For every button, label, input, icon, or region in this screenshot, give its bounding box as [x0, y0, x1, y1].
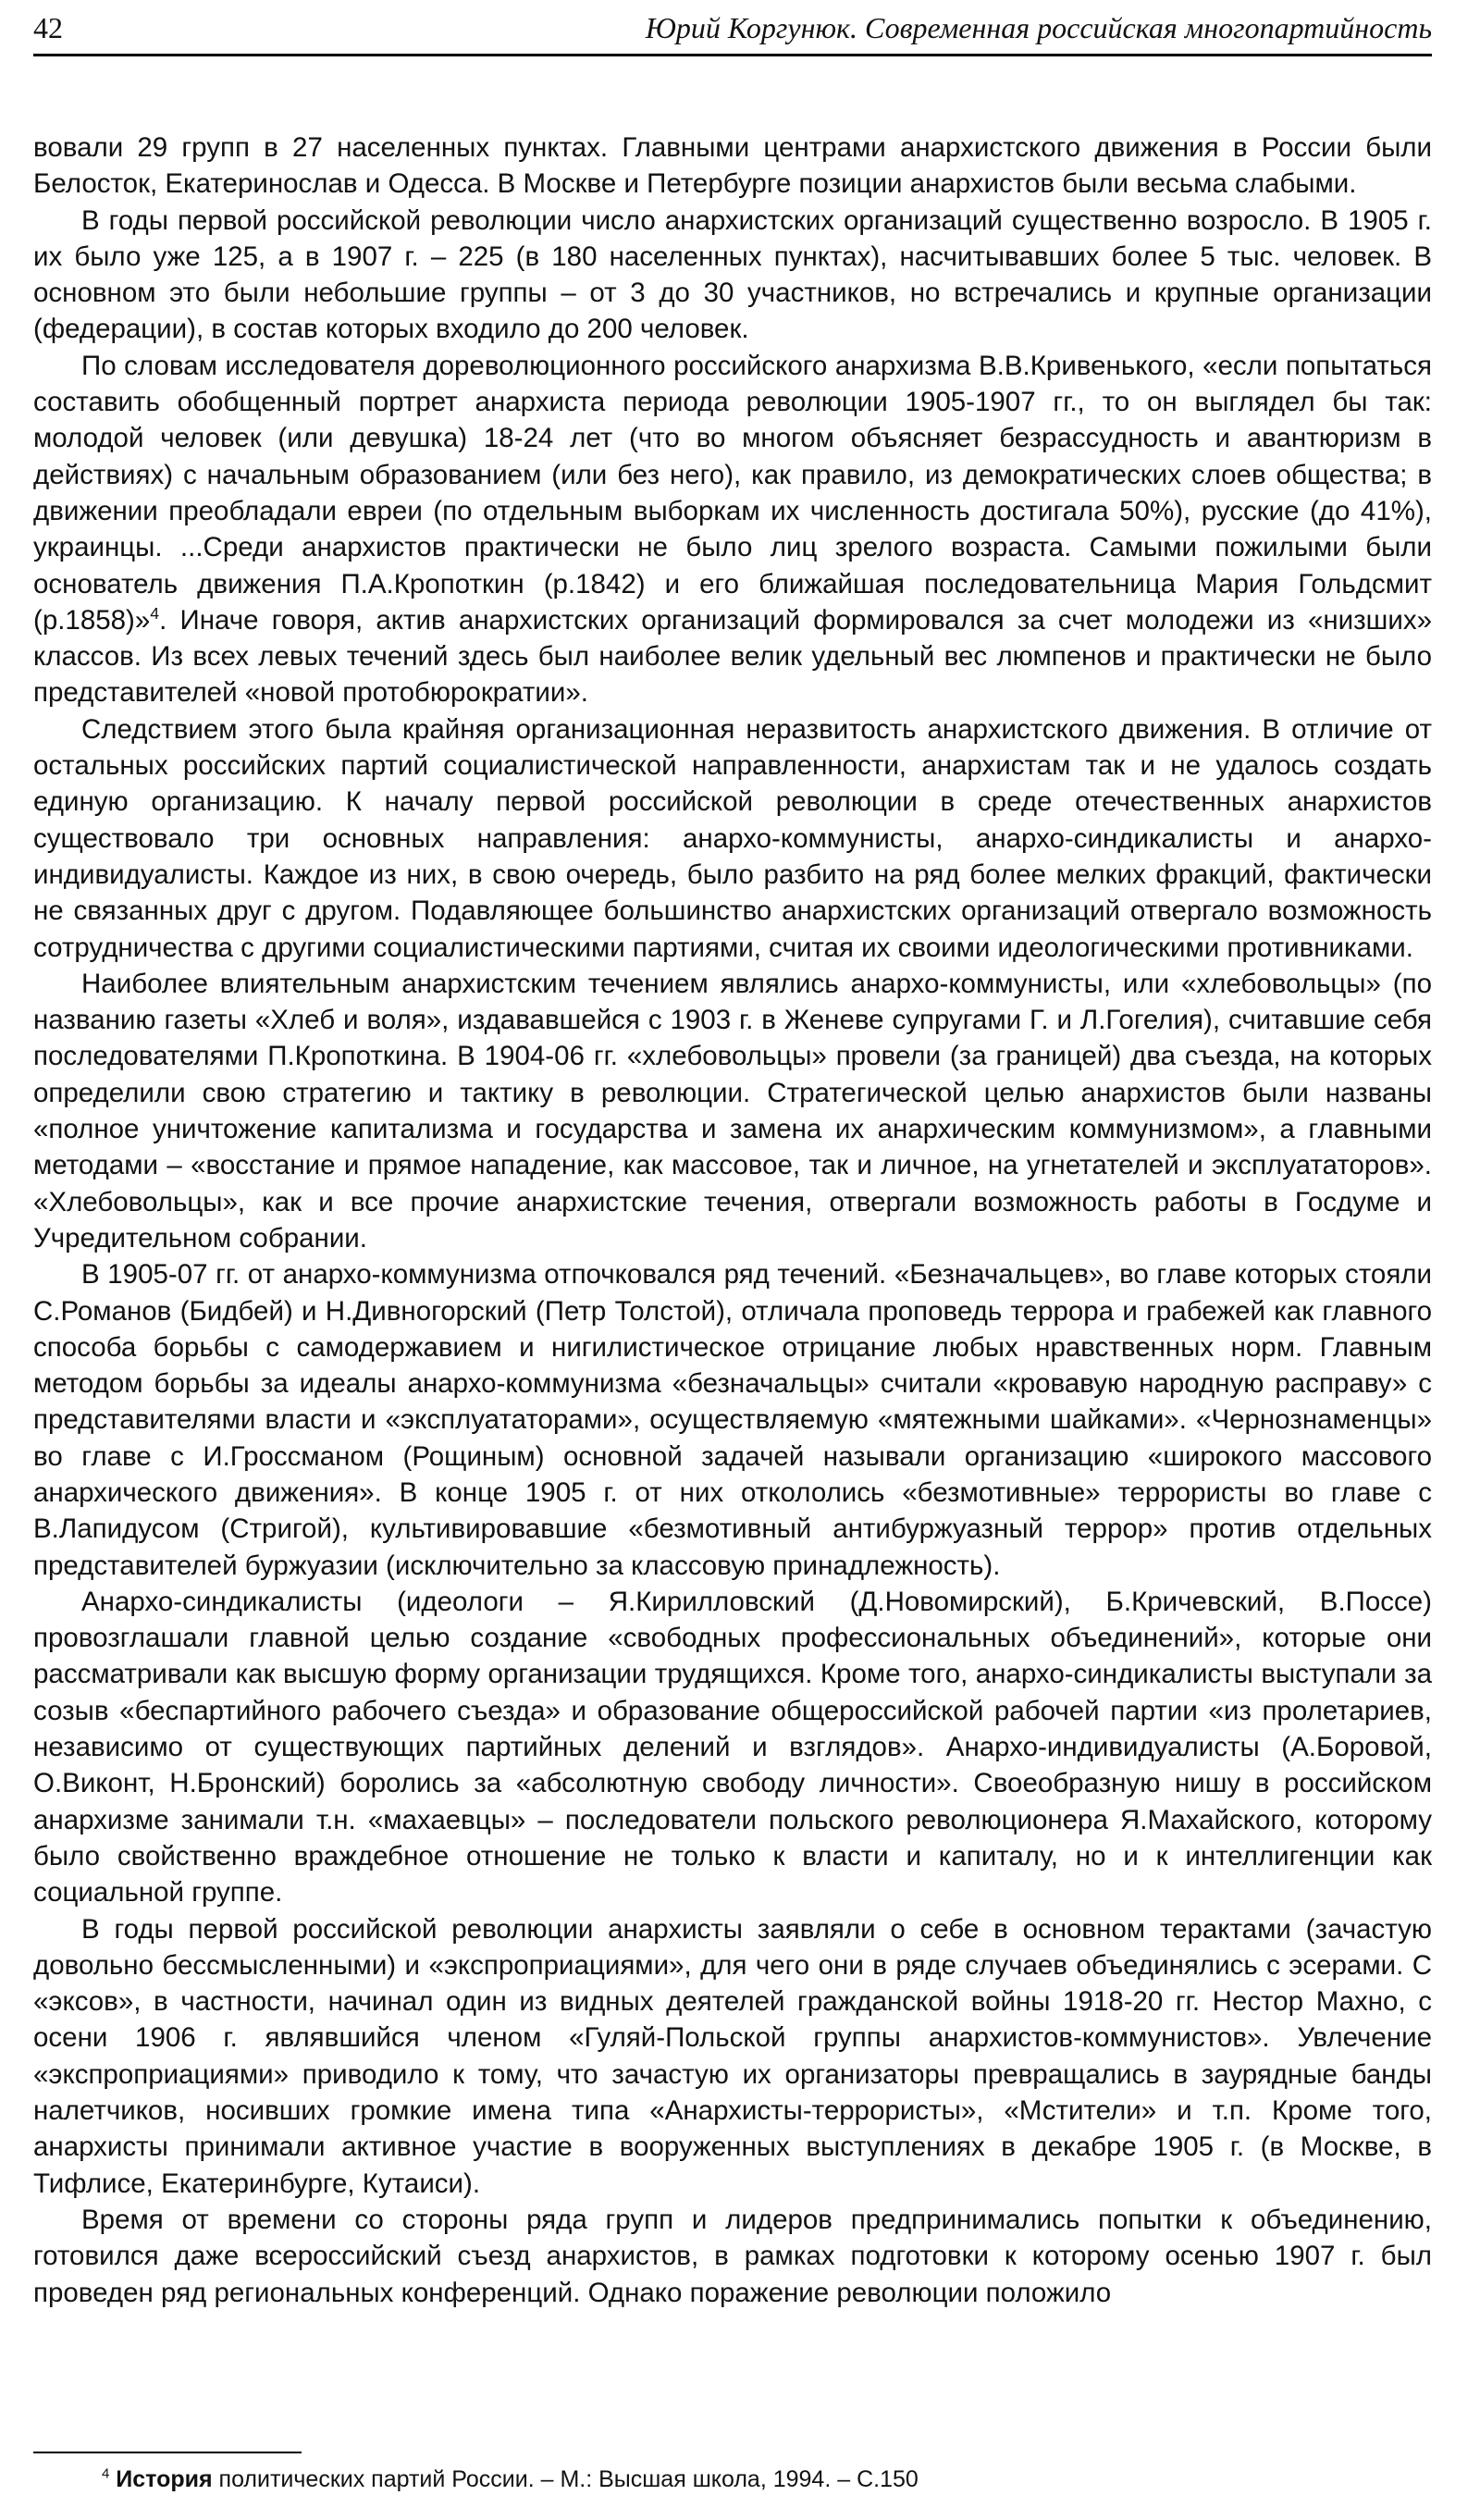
paragraph: Следствием этого была крайняя организационная неразвитость анархистского движения. В отличие от остальных российских партий социалистической направленности, анархистам так и не удалось создать единую организацию. К началу первой российской революции в среде отечественных анархистов существовало три основных направления: анархо-коммунисты, анархо-синдикалисты и анархо-индивидуалисты. Каждое из них, в свою очередь, было разбито на ряд более мелких фракций, фактически не связанных друг с другом. Подавляющее большинство анархистских организаций отвергало возможность сотрудничества с другими социалистическими партиями, считая их своими идеологическими противниками. [33, 713, 1432, 963]
paragraph: В 1905-07 гг. от анархо-коммунизма отпочковался ряд течений. «Безначальцев», во главе которых стояли С.Романов (Бидбей) и Н.Дивногорский (Петр Толстой), отличала проповедь террора и грабежей как главного способа борьбы с самодержавием и нигилистическое отрицание любых нравственных норм. Главным методом борьбы за идеалы анархо-коммунизма «безначальцы» считали «кровавую народную расправу» с представителями власти и «эксплуататорами», осуществляемую «мятежными шайками». «Чернознаменцы» во главе с И.Гроссманом (Рощиным) основной задачей называли организацию «широкого массового анархического движения». В конце 1905 г. от них откололись «безмотивные» террористы во главе с В.Лапидусом (Стригой), культивировавшие «безмотивный антибуржуазный террор» против отдельных представителей буржуазии (исключительно за классовую принадлежность). [33, 1259, 1432, 1581]
body-text [33, 130, 1432, 2311]
paragraph-text: По словам исследователя дореволюционного российского анархизма В.В.Кривенького, «если попытаться составить обобщенный портрет анархиста периода революции 1905-1907 гг., то он выглядел бы так: молодой человек (или девушка) 18-24 лет (что во многом объясняет безрассудность и авантюризм в действиях) с начальным образованием (или без него), как правило, из демократических слоев общества; в движении преобладали евреи (по отдельным выборкам их численность достигала 50%), русские (до 41%), украинцы. ...Среди анархистов практически не было лиц зрелого возраста. Самыми пожилыми были основатель движения П.А.Кропоткин (р.1842) и его ближайшая последовательница Мария Гольдсмит (р.1858)» [33, 350, 1432, 636]
page-number: 42 [33, 11, 63, 44]
paragraph: Время от времени со стороны ряда групп и лидеров предпринимались попытки к объединению, готовился даже всероссийский съезд анархистов, в рамках подготовки к которому осенью 1907 г. был проведен ряд региональных конференций. Однако поражение революции положило [33, 2204, 1432, 2308]
paragraph: вовали 29 групп в 27 населенных пунктах. Главными центрами анархистского движения в России были Белосток, Екатеринослав и Одесса. В Москве и Петербурге позиции анархистов были весьма слабыми. [33, 132, 1432, 200]
paragraph: В годы первой российской революции число анархистских организаций существенно возросло. В 1905 г. их было уже 125, а в 1907 г. – 225 (в 180 населенных пунктах), насчитывавших более 5 тыс. человек. В основном это были небольшие группы – от 3 до 30 участников, но встречались и крупные организации (федерации), в состав которых входило до 200 человек. [33, 204, 1432, 345]
paragraph [33, 348, 1432, 711]
footnote-marker: 4 [102, 2465, 110, 2482]
paragraph: Наиболее влиятельным анархистским течением являлись анархо-коммунисты, или «хлебовольцы» (по названию газеты «Хлеб и воля», издававшейся с 1903 г. в Женеве супругами Г. и Л.Гогелия), считавшие себя последователями П.Кропоткина. В 1904-06 гг. «хлебовольцы» провели (за границей) два съезда, на которых определили свою стратегию и тактику в революции. Стратегической целью анархистов были названы «полное уничтожение капитализма и государства и замена их анархическим коммунизмом», а главными методами – «восстание и прямое нападение, как массовое, так и личное, на угнетателей и эксплуататоров». «Хлебовольцы», как и все прочие анархистские течения, отвергали возможность работы в Госдуме и Учредительном собрании. [33, 968, 1432, 1254]
footnote-reference: 4 [150, 604, 160, 624]
footnote-title: История [116, 2466, 213, 2492]
footnote [102, 2464, 1424, 2494]
paragraph-text: . Иначе говоря, актив анархистских организаций формировался за счет молодежи из «низших» классов. Из всех левых течений здесь был наиболее велик удельный вес люмпенов и практически не было представителей «новой протобюрократии». [33, 604, 1432, 709]
footnote-text: политических партий России. – М.: Высшая школа, 1994. – С.150 [212, 2466, 919, 2492]
paragraph: В годы первой российской революции анархисты заявляли о себе в основном терактами (зачастую довольно бессмысленными) и «экспроприациями», для чего они в ряде случаев объединялись с эсерами. С «эксов», в частности, начинал один из видных деятелей гражданской войны 1918-20 гг. Нестор Махно, с осени 1906 г. являвшийся членом «Гуляй-Польской группы анархистов-коммунистов». Увлечение «экспроприациями» приводило к тому, что зачастую их организаторы превращались в заурядные банды налетчиков, носивших громкие имена типа «Анархисты-террористы», «Мстители» и т.п. Кроме того, анархисты принимали активное участие в вооруженных выступлениях в декабре 1905 г. (в Москве, в Тифлисе, Екатеринбурге, Кутаиси). [33, 1913, 1432, 2199]
header-title: Юрий Коргунюк. Современная российская многопартийность [645, 11, 1432, 44]
footnote-divider [33, 2452, 302, 2453]
running-header [33, 0, 1432, 56]
paragraph: Анархо-синдикалисты (идеологи – Я.Кирилловский (Д.Новомирский), Б.Кричевский, В.Поссе) провозглашали главной целью создание «свободных профессиональных объединений», которые они рассматривали как высшую форму организации трудящихся. Кроме того, анархо-синдикалисты выступали за созыв «беспартийного рабочего съезда» и образование общероссийской рабочей партии «из пролетариев, независимо от существующих партийных делений и взглядов». Анархо-индивидуалисты (А.Боровой, О.Виконт, Н.Бронский) боролись за «абсолютную свободу личности». Своеобразную нишу в российском анархизме занимали т.н. «махаевцы» – последователи польского революционера Я.Махайского, которому было свойственно враждебное отношение не только к власти и капиталу, но и к интеллигенции как социальной группе. [33, 1586, 1432, 1909]
